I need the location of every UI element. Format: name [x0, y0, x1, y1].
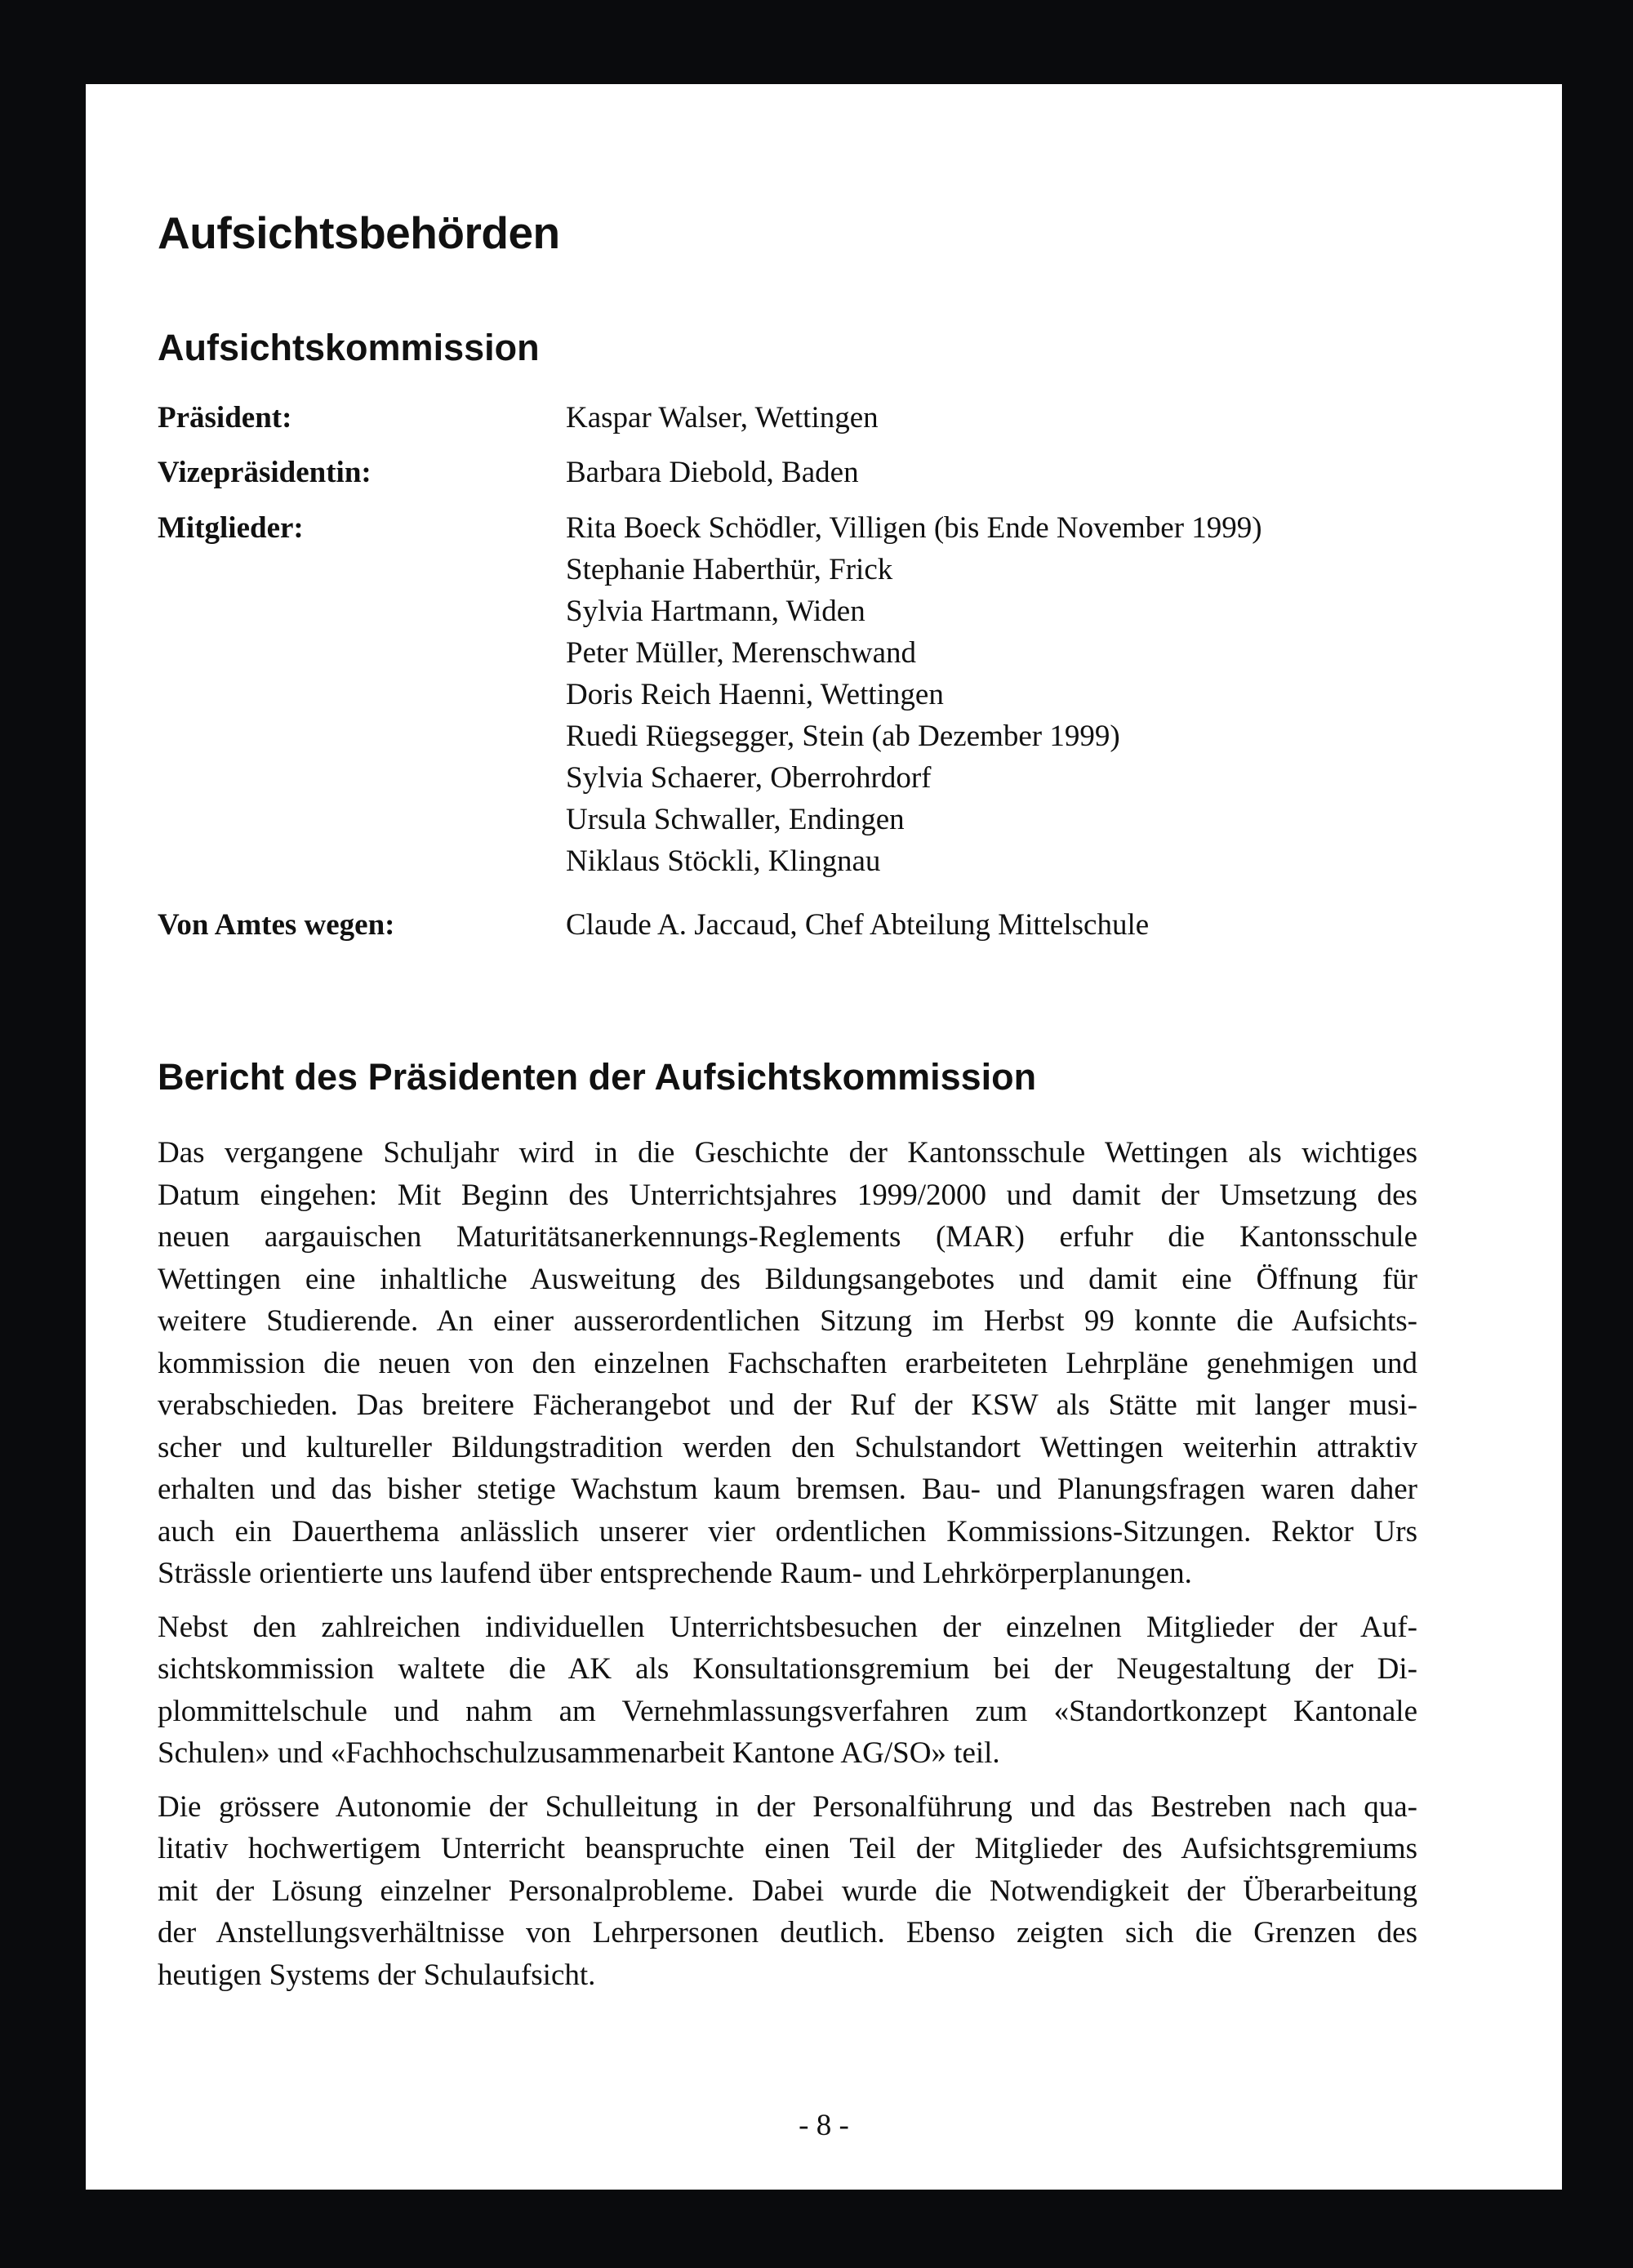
page-number: - 8 -	[799, 2109, 849, 2142]
text-line: Wettingen eine inhaltliche Ausweitung des Bildungsangebotes und damit eine Öffnung für	[158, 1262, 1417, 1296]
text-line: Strässle orientierte uns laufend über entsprechende Raum- und Lehrkörperplanungen.	[158, 1557, 1192, 1590]
text-line: verabschieden. Das breitere Fächerangebot und der Ruf der KSW als Stätte mit langer musi-	[158, 1388, 1417, 1422]
report-body	[158, 1132, 1417, 2007]
member-name: Sylvia Schaerer, Oberrohrdorf	[566, 761, 932, 795]
text-line: Schulen» und «Fachhochschulzusammenarbeit Kantone AG/SO» teil.	[158, 1736, 1000, 1770]
text-line: Das vergangene Schuljahr wird in die Geschichte der Kantonsschule Wettingen als wichtiges	[158, 1136, 1417, 1170]
text-line: Nebst den zahlreichen individuellen Unterrichtsbesuchen der einzelnen Mitglieder der Auf-	[158, 1610, 1417, 1644]
member-name: Kaspar Walser, Wettingen	[566, 401, 879, 434]
text-line: erhalten und das bisher stetige Wachstum kaum bremsen. Bau- und Planungsfragen waren daher	[158, 1473, 1417, 1506]
document-page	[86, 84, 1562, 2190]
member-name: Barbara Diebold, Baden	[566, 456, 859, 489]
entry-label: Vizepräsidentin:	[158, 456, 372, 489]
member-name: Rita Boeck Schödler, Villigen (bis Ende November 1999)	[566, 511, 1262, 545]
text-line: scher und kultureller Bildungstradition werden den Schulstandort Wettingen weiterhin attraktiv	[158, 1430, 1417, 1464]
text-line: kommission die neuen von den einzelnen Fachschaften erarbeiteten Lehrpläne genehmigen und	[158, 1346, 1417, 1380]
report-paragraph	[158, 1786, 1417, 1997]
text-line: Datum eingehen: Mit Beginn des Unterrichtsjahres 1999/2000 und damit der Umsetzung des	[158, 1178, 1417, 1212]
member-name: Niklaus Stöckli, Klingnau	[566, 844, 881, 878]
commission-heading: Aufsichtskommission	[158, 327, 540, 368]
report-heading: Bericht des Präsidenten der Aufsichtskommission	[158, 1056, 1037, 1098]
member-name: Stephanie Haberthür, Frick	[566, 553, 893, 586]
text-line: sichtskommission waltete die AK als Konsultationsgremium bei der Neugestaltung der Di-	[158, 1652, 1417, 1686]
entry-values	[566, 507, 1262, 882]
text-line: mit der Lösung einzelner Personalprobleme. Dabei wurde die Notwendigkeit der Überarbeitung	[158, 1874, 1417, 1908]
text-line: litativ hochwertigem Unterricht beanspruchte einen Teil der Mitglieder des Aufsichtsgremiums	[158, 1832, 1417, 1865]
text-line: weitere Studierende. An einer ausserordentlichen Sitzung im Herbst 99 konnte die Aufsichts-	[158, 1304, 1417, 1338]
entry-values	[566, 397, 879, 439]
entry-label: Präsident:	[158, 401, 292, 434]
member-name: Claude A. Jaccaud, Chef Abteilung Mittelschule	[566, 908, 1150, 942]
text-line: plommittelschule und nahm am Vernehmlassungsverfahren zum «Standortkonzept Kantonale	[158, 1694, 1417, 1728]
entry-values	[566, 452, 859, 493]
text-line: heutigen Systems der Schulaufsicht.	[158, 1958, 596, 1992]
text-line: neuen aargauischen Maturitätsanerkennungs-Reglements (MAR) erfuhr die Kantonsschule	[158, 1220, 1417, 1254]
text-line: Die grössere Autonomie der Schulleitung in der Personalführung und das Bestreben nach qua-	[158, 1789, 1417, 1824]
report-paragraph	[158, 1132, 1417, 1595]
page-title: Aufsichtsbehörden	[158, 207, 560, 258]
text-line: der Anstellungsverhältnisse von Lehrpersonen deutlich. Ebenso zeigten sich die Grenzen des	[158, 1916, 1417, 1949]
entry-label: Mitglieder:	[158, 511, 304, 545]
entry-values	[566, 904, 1149, 946]
text-line: auch ein Dauerthema anlässlich unserer vier ordentlichen Kommissions-Sitzungen. Rektor Urs	[158, 1514, 1417, 1548]
member-name: Sylvia Hartmann, Widen	[566, 595, 865, 628]
member-name: Doris Reich Haenni, Wettingen	[566, 678, 944, 711]
report-paragraph	[158, 1606, 1417, 1775]
member-name: Ruedi Rüegsegger, Stein (ab Dezember 1999)	[566, 720, 1120, 753]
member-name: Ursula Schwaller, Endingen	[566, 803, 905, 836]
entry-label: Von Amtes wegen:	[158, 908, 395, 942]
member-name: Peter Müller, Merenschwand	[566, 636, 917, 670]
